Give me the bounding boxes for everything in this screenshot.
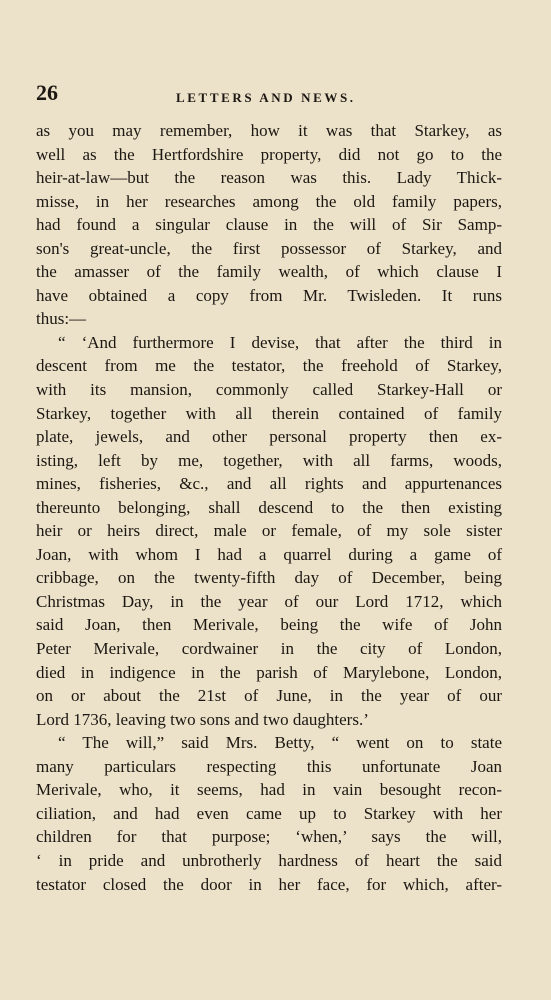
- text-line: Lord 1736, leaving two sons and two daughters.’: [36, 709, 369, 729]
- text-line: Joan, with whom I had a quarrel during a game of: [36, 544, 502, 564]
- text-line: as you may remember, how it was that Starkey, as: [36, 121, 502, 140]
- text-line: children for that purpose; ‘when,’ says the will,: [36, 827, 502, 847]
- running-head: LETTERS AND NEWS.: [176, 90, 356, 105]
- text-line: have obtained a copy from Mr. Twisleden. It runs: [36, 285, 502, 305]
- text-line: plate, jewels, and other personal property then ex-: [36, 427, 502, 447]
- text-line: died in indigence in the parish of Marylebone, London,: [36, 662, 502, 682]
- page-header: [36, 80, 515, 106]
- text-line: Starkey, together with all therein contained of family: [36, 403, 502, 423]
- text-line: son's great-uncle, the first possessor of Starkey, and: [36, 238, 502, 258]
- text-line: Peter Merivale, cordwainer in the city of London,: [36, 639, 502, 659]
- text-line: thus:—: [36, 309, 87, 329]
- text-line: misse, in her researches among the old family papers,: [36, 191, 502, 211]
- text-line: heir-at-law—but the reason was this. Lady Thick-: [36, 168, 502, 188]
- body-text: [36, 119, 502, 896]
- text-line: isting, left by me, together, with all farms, woods,: [36, 450, 502, 470]
- text-line: ciliation, and had even came up to Starkey with her: [36, 803, 502, 823]
- text-line: cribbage, on the twenty-fifth day of December, being: [36, 568, 502, 588]
- text-line: “ ‘And furthermore I devise, that after the third in: [58, 332, 502, 352]
- text-line: testator closed the door in her face, for which, after-: [36, 874, 502, 894]
- text-line: heir or heirs direct, male or female, of my sole sister: [36, 521, 502, 541]
- text-line: descent from me the testator, the freehold of Starkey,: [36, 356, 502, 376]
- text-line: well as the Hertfordshire property, did not go to the: [36, 144, 502, 164]
- text-line: Merivale, who, it seems, had in vain besought recon-: [36, 780, 502, 800]
- text-line: thereunto belonging, shall descend to the then existing: [36, 497, 502, 517]
- text-line: on or about the 21st of June, in the year of our: [36, 686, 502, 706]
- page-number: 26: [36, 80, 58, 105]
- text-line: “ The will,” said Mrs. Betty, “ went on to state: [58, 733, 502, 753]
- text-line: Christmas Day, in the year of our Lord 1712, which: [36, 591, 502, 611]
- text-line: many particulars respecting this unfortunate Joan: [36, 756, 502, 776]
- text-line: ‘ in pride and unbrotherly hardness of heart the said: [36, 850, 502, 870]
- text-line: said Joan, then Merivale, being the wife of John: [36, 615, 502, 635]
- text-line: mines, fisheries, &c., and all rights and appurtenances: [36, 474, 502, 494]
- text-line: with its mansion, commonly called Starkey-Hall or: [36, 380, 502, 400]
- text-line: the amasser of the family wealth, of which clause I: [36, 262, 502, 282]
- text-line: had found a singular clause in the will of Sir Samp-: [36, 215, 502, 235]
